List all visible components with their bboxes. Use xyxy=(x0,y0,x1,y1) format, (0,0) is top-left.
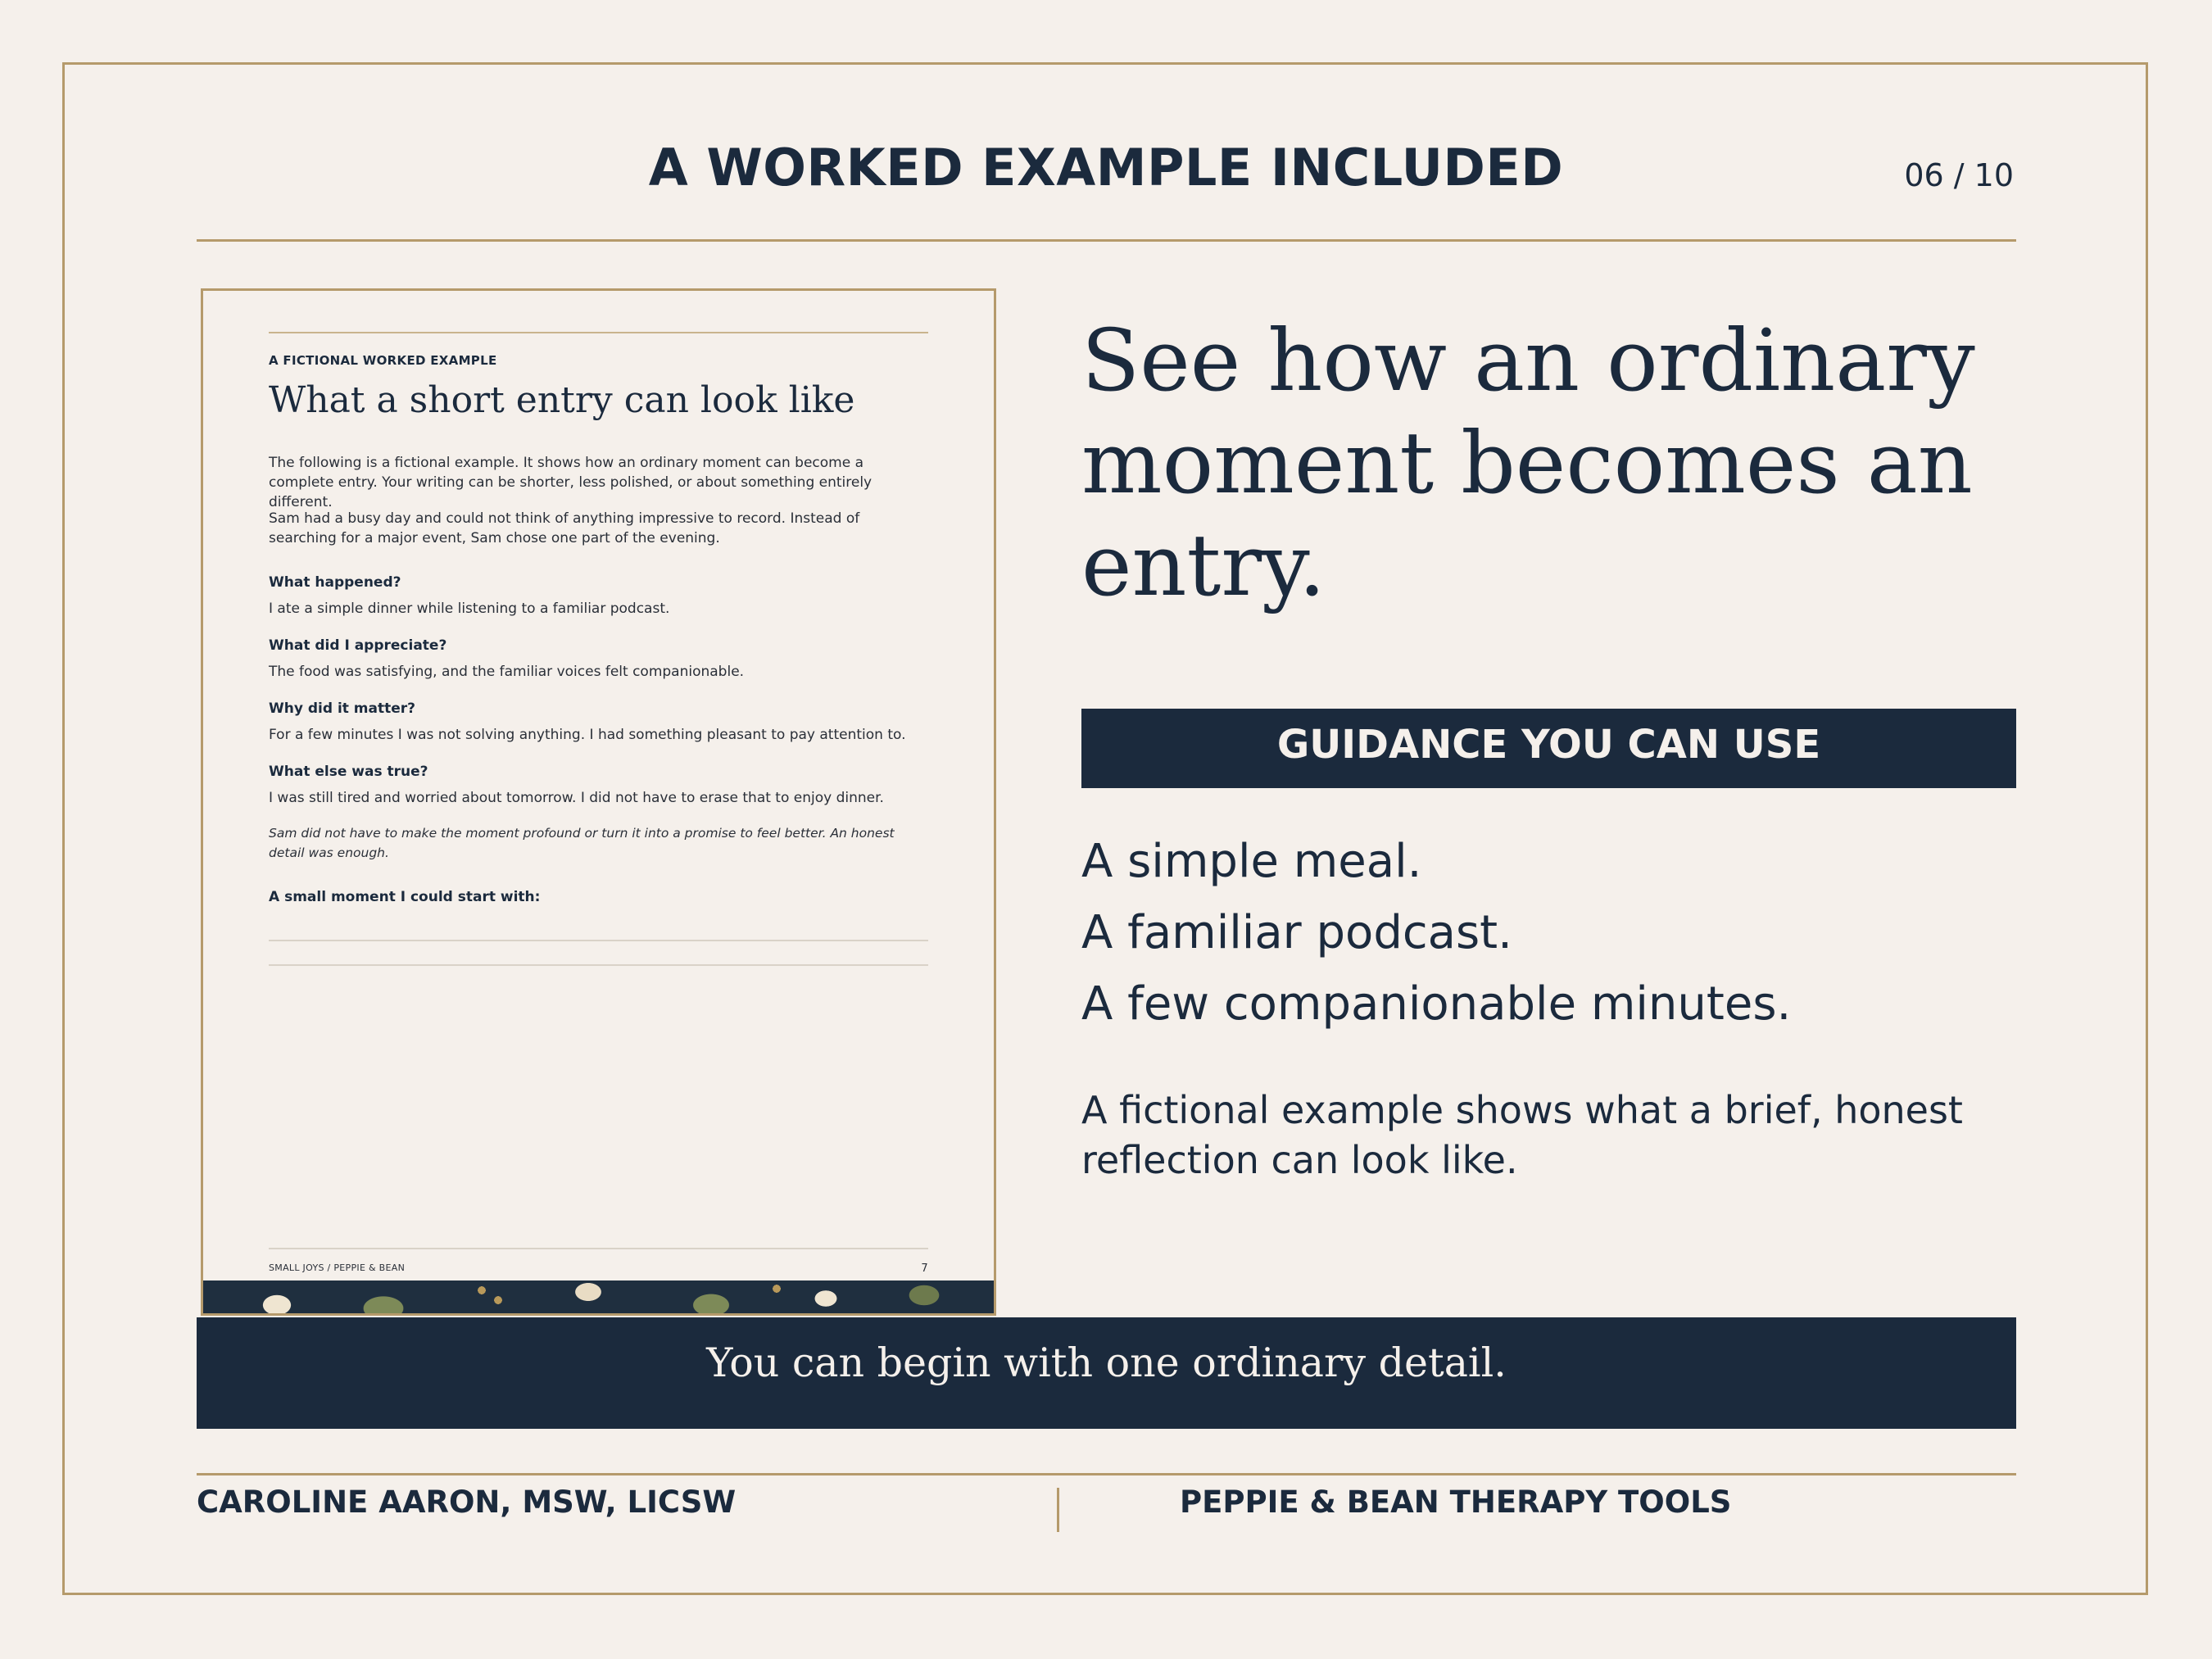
doc-question: Why did it matter? xyxy=(269,700,416,717)
guidance-item: A familiar podcast. xyxy=(1081,906,1512,959)
doc-intro-paragraph: Sam had a busy day and could not think of anything impressive to record. Instead of searching for a major event, Sam chose one part of the evening. xyxy=(269,510,860,546)
doc-footer-text: SMALL JOYS / PEPPIE & BEAN xyxy=(269,1262,406,1273)
doc-page-number: 7 xyxy=(921,1262,928,1275)
guidance-list xyxy=(1081,826,2015,1040)
doc-question: What did I appreciate? xyxy=(269,637,447,654)
doc-question: What else was true? xyxy=(269,764,428,780)
doc-writing-line xyxy=(269,940,928,941)
doc-italic-note: Sam did not have to make the moment profound or turn it into a promise to feel better. An honest detail was enough. xyxy=(269,826,895,860)
doc-prompt: A small moment I could start with: xyxy=(269,889,541,905)
guidance-summary: A fictional example shows what a brief, honest reflection can look like. xyxy=(1081,1088,1963,1182)
doc-answer: I was still tired and worried about tomorrow. I did not have to erase that to enjoy dinner. xyxy=(269,790,884,806)
guidance-label: GUIDANCE YOU CAN USE xyxy=(1081,709,2016,788)
floral-border-illustration xyxy=(203,1281,994,1313)
doc-answer: The food was satisfying, and the familiar voices felt companionable. xyxy=(269,664,745,680)
guidance-item: A few companionable minutes. xyxy=(1081,977,1792,1031)
bottom-banner: You can begin with one ordinary detail. xyxy=(197,1317,2016,1429)
footer-divider xyxy=(197,1473,2016,1475)
doc-intro-paragraph: The following is a fictional example. It shows how an ordinary moment can become a complete entry. Your writing can be shorter, less polished, or about something entirely different. xyxy=(269,455,873,510)
doc-top-rule xyxy=(269,332,928,333)
doc-question: What happened? xyxy=(269,574,401,591)
footer-author: CAROLINE AARON, MSW, LICSW xyxy=(197,1484,737,1520)
slide-title: A WORKED EXAMPLE INCLUDED xyxy=(648,138,1564,197)
guidance-item: A simple meal. xyxy=(1081,835,1422,888)
headline: See how an ordinary moment becomes an entry. xyxy=(1081,310,1975,615)
doc-writing-line xyxy=(269,964,928,966)
document-preview xyxy=(201,288,996,1316)
doc-footer xyxy=(269,1262,928,1273)
doc-heading: What a short entry can look like xyxy=(269,379,855,421)
footer-separator xyxy=(1057,1488,1059,1532)
doc-answer: For a few minutes I was not solving anything. I had something pleasant to pay attention to. xyxy=(269,727,906,743)
doc-answer: I ate a simple dinner while listening to a familiar podcast. xyxy=(269,601,670,617)
doc-footer-rule xyxy=(269,1248,928,1249)
footer-brand: PEPPIE & BEAN THERAPY TOOLS xyxy=(1180,1484,1732,1520)
doc-kicker: A FICTIONAL WORKED EXAMPLE xyxy=(269,353,497,368)
page-indicator: 06 / 10 xyxy=(1904,157,2014,193)
header-divider xyxy=(197,239,2016,242)
